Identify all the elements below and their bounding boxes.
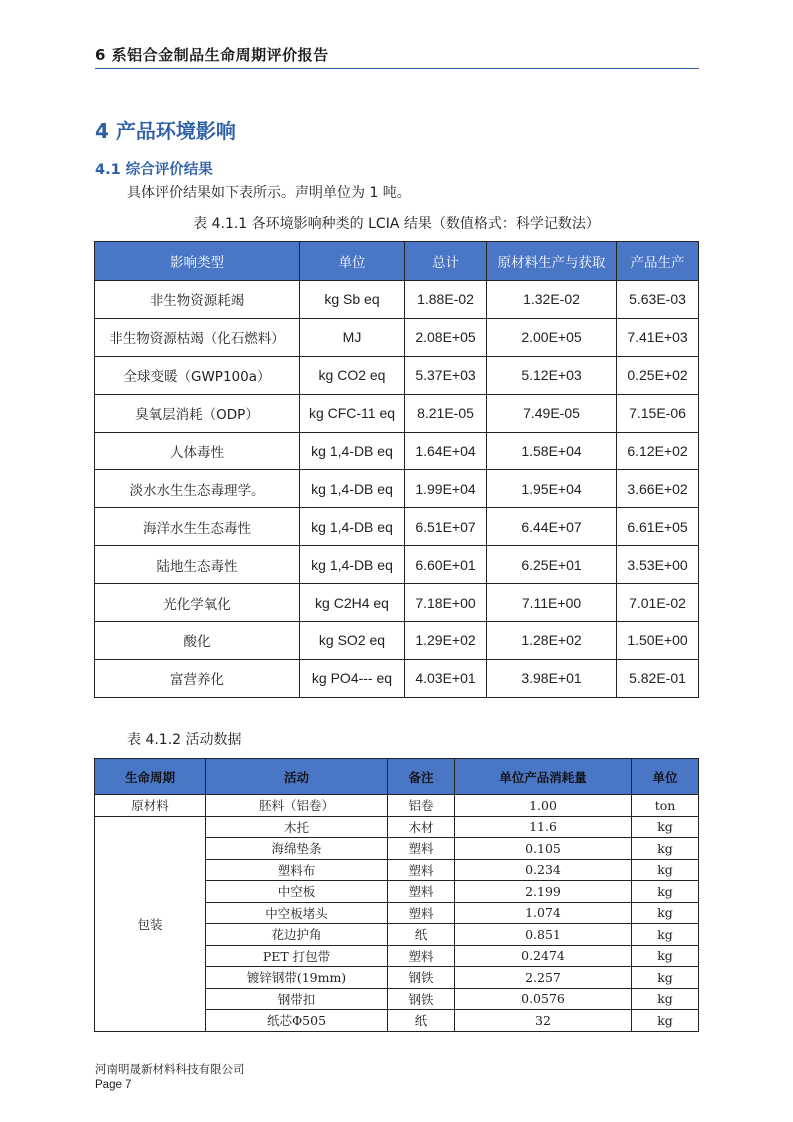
table2-caption: 表 4.1.2 活动数据 (127, 732, 242, 748)
table-cell: 1.28E+02 (487, 622, 617, 660)
table-cell: 3.53E+00 (617, 546, 699, 584)
table-row (95, 659, 699, 697)
table-cell: 钢带扣 (206, 988, 388, 1010)
table2-header-cell: 备注 (388, 759, 455, 795)
table-cell: 非生物资源耗竭 (95, 281, 300, 319)
table-cell: kg (632, 1010, 699, 1032)
table-cell: 海绵垫条 (206, 838, 388, 860)
table-cell: 5.82E-01 (617, 659, 699, 697)
table-cell: 纸芯Φ505 (206, 1010, 388, 1032)
table-cell: 2.08E+05 (405, 318, 487, 356)
table-cell: 花边护角 (206, 924, 388, 946)
table-cell: 3.98E+01 (487, 659, 617, 697)
table-cell: kg PO4--- eq (300, 659, 405, 697)
table-row (95, 470, 699, 508)
table-cell: 5.63E-03 (617, 281, 699, 319)
table-cell: 镀锌钢带(19mm) (206, 967, 388, 989)
table-cell: kg CFC-11 eq (300, 394, 405, 432)
table-row (95, 356, 699, 394)
intro-paragraph: 具体评价结果如下表所示。声明单位为 1 吨。 (127, 185, 411, 201)
table-cell: 木材 (388, 816, 455, 838)
table-cell: 1.50E+00 (617, 622, 699, 660)
table-row (95, 318, 699, 356)
table-cell: 6.25E+01 (487, 546, 617, 584)
table-cell: 6.12E+02 (617, 432, 699, 470)
table-row (95, 546, 699, 584)
table-cell: 1.88E-02 (405, 281, 487, 319)
table-cell: 11.6 (455, 816, 632, 838)
table-cell: 塑料 (388, 838, 455, 860)
table-cell: 1.99E+04 (405, 470, 487, 508)
table-cell: kg 1,4-DB eq (300, 470, 405, 508)
table-cell: MJ (300, 318, 405, 356)
table-cell: 塑料 (388, 902, 455, 924)
table-cell: 2.199 (455, 881, 632, 903)
table-cell: 陆地生态毒性 (95, 546, 300, 584)
table-row (95, 394, 699, 432)
table-row (95, 508, 699, 546)
table-cell: 富营养化 (95, 659, 300, 697)
table-cell: 2.00E+05 (487, 318, 617, 356)
table-cell: 塑料 (388, 859, 455, 881)
table-cell: 0.851 (455, 924, 632, 946)
header-divider (95, 68, 699, 69)
table-cell: 塑料 (388, 945, 455, 967)
lifecycle-stage-cell: 包装 (95, 816, 206, 1031)
table-cell: kg 1,4-DB eq (300, 432, 405, 470)
table-cell: 全球变暖（GWP100a） (95, 356, 300, 394)
table-cell: 6.44E+07 (487, 508, 617, 546)
table2-header-cell: 单位 (632, 759, 699, 795)
table-cell: 木托 (206, 816, 388, 838)
table2-header-cell: 生命周期 (95, 759, 206, 795)
table1-header-cell: 原材料生产与获取 (487, 242, 617, 281)
table1-header-cell: 产品生产 (617, 242, 699, 281)
table-row (95, 622, 699, 660)
table-cell: 0.0576 (455, 988, 632, 1010)
table-cell: 塑料 (388, 881, 455, 903)
table-row (95, 584, 699, 622)
table-cell: 0.2474 (455, 945, 632, 967)
table-cell: 7.49E-05 (487, 394, 617, 432)
table-cell: 非生物资源枯竭（化石燃料） (95, 318, 300, 356)
table1-header-cell: 影响类型 (95, 242, 300, 281)
lcia-results-table (94, 241, 699, 698)
table-cell: kg (632, 945, 699, 967)
table-cell: PET 打包带 (206, 945, 388, 967)
subsection-heading: 4.1 综合评价结果 (95, 162, 213, 178)
table-cell: 人体毒性 (95, 432, 300, 470)
table2-header-cell: 活动 (206, 759, 388, 795)
table-cell: 1.64E+04 (405, 432, 487, 470)
table-cell: 1.29E+02 (405, 622, 487, 660)
table-cell: 7.01E-02 (617, 584, 699, 622)
table-cell: 1.00 (455, 795, 632, 817)
table-cell: 7.15E-06 (617, 394, 699, 432)
table-cell: 塑料布 (206, 859, 388, 881)
table-cell: kg 1,4-DB eq (300, 546, 405, 584)
table-row (95, 281, 699, 319)
table-row (95, 795, 699, 817)
table-cell: kg (632, 924, 699, 946)
table-cell: 0.25E+02 (617, 356, 699, 394)
table-cell: 中空板 (206, 881, 388, 903)
table-cell: 5.12E+03 (487, 356, 617, 394)
table1-caption: 表 4.1.1 各环境影响种类的 LCIA 结果（数值格式：科学记数法） (193, 216, 600, 232)
table-cell: kg (632, 967, 699, 989)
table-cell: 0.234 (455, 859, 632, 881)
table-cell: ton (632, 795, 699, 817)
page-header-title: 6 系铝合金制品生命周期评价报告 (95, 46, 329, 64)
table-cell: 中空板堵头 (206, 902, 388, 924)
table-cell: 6.61E+05 (617, 508, 699, 546)
table-cell: 淡水水生生态毒理学。 (95, 470, 300, 508)
table1-header-cell: 总计 (405, 242, 487, 281)
table-cell: kg SO2 eq (300, 622, 405, 660)
table2-header-row (95, 759, 699, 795)
table-cell: 5.37E+03 (405, 356, 487, 394)
table-cell: 纸 (388, 1010, 455, 1032)
table-cell: 臭氧层消耗（ODP） (95, 394, 300, 432)
table-cell: 1.95E+04 (487, 470, 617, 508)
table-cell: kg Sb eq (300, 281, 405, 319)
table-row (95, 432, 699, 470)
table1-header-row (95, 242, 699, 281)
table-cell: kg (632, 988, 699, 1010)
table-cell: 海洋水生生态毒性 (95, 508, 300, 546)
lifecycle-stage-cell: 原材料 (95, 795, 206, 817)
table1-header-cell: 单位 (300, 242, 405, 281)
table2-header-cell: 单位产品消耗量 (455, 759, 632, 795)
table-cell: 3.66E+02 (617, 470, 699, 508)
section-heading: 4 产品环境影响 (95, 119, 236, 143)
table-cell: 6.51E+07 (405, 508, 487, 546)
table-cell: 钢铁 (388, 967, 455, 989)
table-cell: kg (632, 838, 699, 860)
table-cell: kg (632, 902, 699, 924)
table-cell: 7.41E+03 (617, 318, 699, 356)
table-cell: 胚料（铝卷） (206, 795, 388, 817)
table-cell: 7.18E+00 (405, 584, 487, 622)
table-row (95, 816, 699, 838)
table-cell: 1.58E+04 (487, 432, 617, 470)
table-cell: kg C2H4 eq (300, 584, 405, 622)
table-cell: 8.21E-05 (405, 394, 487, 432)
table-cell: 1.074 (455, 902, 632, 924)
table-cell: kg CO2 eq (300, 356, 405, 394)
footer-company: 河南明晟新材料科技有限公司 (95, 1062, 245, 1076)
table-cell: 7.11E+00 (487, 584, 617, 622)
table-cell: 4.03E+01 (405, 659, 487, 697)
table-cell: kg 1,4-DB eq (300, 508, 405, 546)
table-cell: 纸 (388, 924, 455, 946)
activity-data-table (94, 758, 699, 1032)
table-cell: 1.32E-02 (487, 281, 617, 319)
table-cell: 0.105 (455, 838, 632, 860)
table-cell: 钢铁 (388, 988, 455, 1010)
table-cell: kg (632, 881, 699, 903)
table-cell: kg (632, 859, 699, 881)
table-cell: 铝卷 (388, 795, 455, 817)
footer-page-number: Page 7 (95, 1079, 132, 1091)
table-cell: 2.257 (455, 967, 632, 989)
table-cell: 32 (455, 1010, 632, 1032)
table-cell: 光化学氧化 (95, 584, 300, 622)
table-cell: 酸化 (95, 622, 300, 660)
table-cell: 6.60E+01 (405, 546, 487, 584)
table-cell: kg (632, 816, 699, 838)
